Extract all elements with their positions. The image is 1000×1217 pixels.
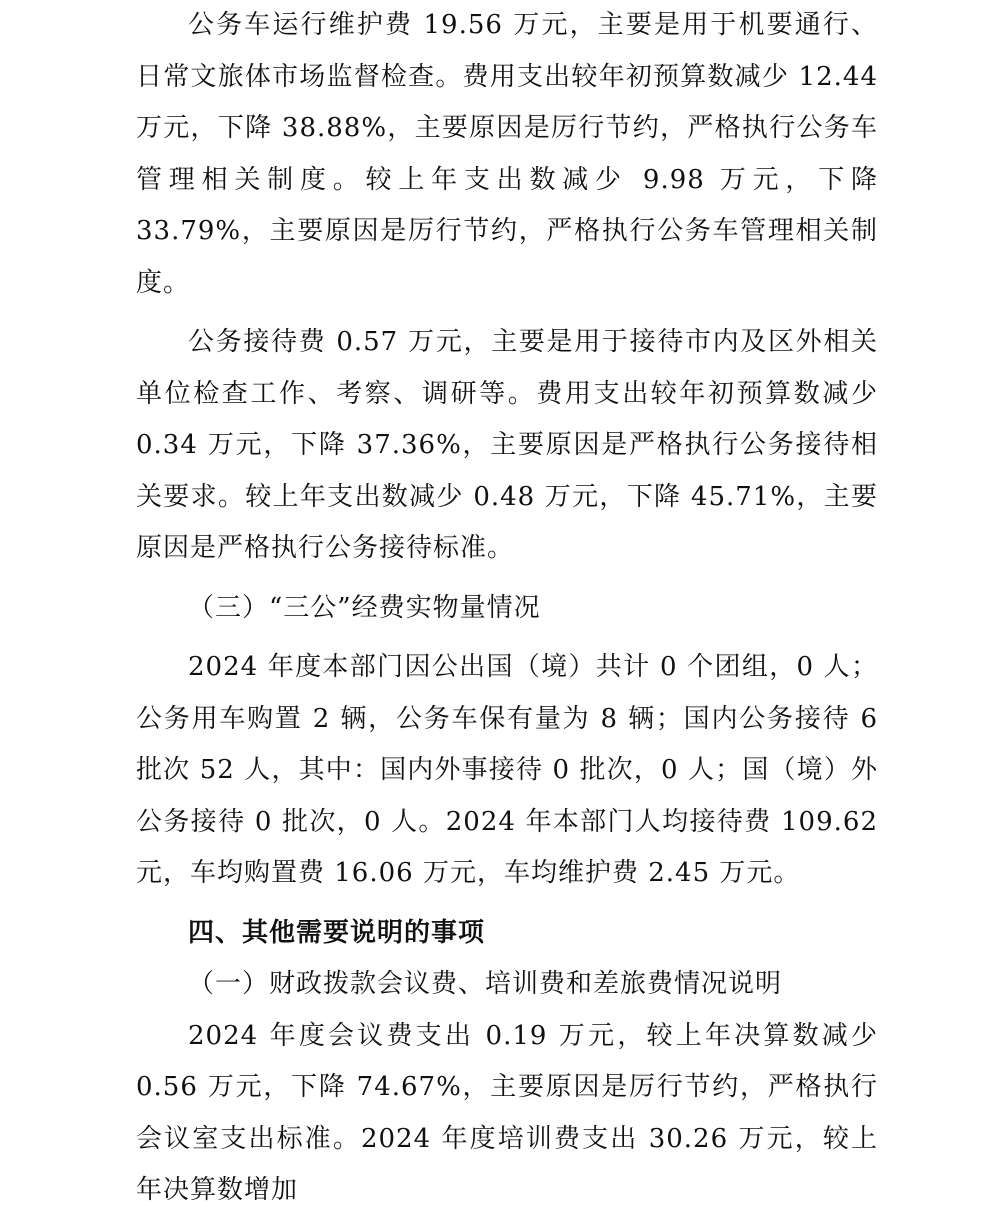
section-heading-physical-quantity: （三）“三公”经费实物量情况 (188, 592, 541, 623)
document-page (136, 0, 878, 1217)
subsection-heading-meeting-training-travel: （一）财政拨款会议费、培训费和差旅费情况说明 (188, 969, 783, 999)
paragraph-vehicle-maintenance: 公务车运行维护费 19.56 万元，主要是用于机要通行、日常文旅体市场监督检查。费用支出较年初预算数减少 12.44 万元，下降 38.88%，主要原因是厉行节约，严格执行公务车管理相关制度。较上年支出数减少 9.98 万元，下降 33.79%，主要原因是厉行节约，严格执行公务车管理相关制度。 (136, 10, 878, 298)
paragraph-reception-fee: 公务接待费 0.57 万元，主要是用于接待市内及区外相关单位检查工作、考察、调研等。费用支出较年初预算数减少 0.34 万元，下降 37.36%，主要原因是严格执行公务接待相关要求。较上年支出数减少 0.48 万元，下降 45.71%，主要原因是严格执行公务接待标准。 (136, 327, 878, 563)
paragraph-physical-quantity: 2024 年度本部门因公出国（境）共计 0 个团组，0 人；公务用车购置 2 辆，公务车保有量为 8 辆；国内公务接待 6 批次 52 人，其中：国内外事接待 0 批次，0 人；国（境）外公务接待 0 批次，0 人。2024 年本部门人均接待费 109.62 元，车均购置费 16.06 万元，车均维护费 2.45 万元。 (136, 652, 878, 888)
section-heading-other-matters: 四、其他需要说明的事项 (188, 917, 486, 948)
paragraph-meeting-training: 2024 年度会议费支出 0.19 万元，较上年决算数减少 0.56 万元，下降 74.67%，主要原因是厉行节约，严格执行会议室支出标准。2024 年度培训费支出 30.26 万元，较上年决算数增加 (136, 1020, 878, 1205)
